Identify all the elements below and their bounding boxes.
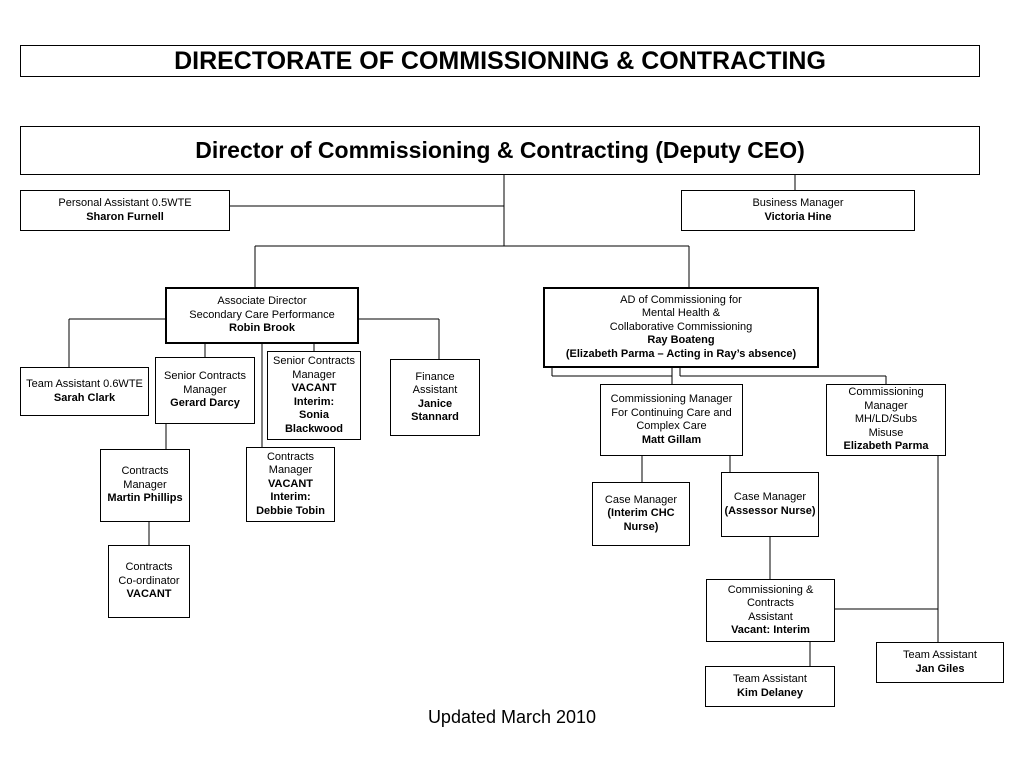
person-name: Martin Phillips <box>107 492 183 505</box>
role-line: Commissioning Manager <box>610 393 733 405</box>
vacancy-status: VACANT <box>126 588 172 601</box>
role-detail: Nurse) <box>623 520 659 533</box>
contracts-manager-vacant-box <box>246 447 335 522</box>
vacancy-status: VACANT <box>291 382 337 394</box>
role: Team Assistant 0.6WTE <box>26 378 143 390</box>
ad-secondary-care-box <box>165 287 359 344</box>
updated-date-footer: Updated March 2010 <box>427 707 597 727</box>
vacancy-status: VACANT <box>267 477 313 490</box>
case-manager-chc-box <box>592 482 690 546</box>
role-line: Case Manager <box>604 493 678 506</box>
role-line: Senior Contracts <box>164 370 246 383</box>
ad-mental-health-box <box>543 287 819 368</box>
team-assistant-sarah-box <box>20 367 149 416</box>
person-name: Victoria Hine <box>764 210 832 223</box>
person-name: Sonia <box>299 409 329 421</box>
interim-label: Interim: <box>293 395 335 408</box>
page-title: DIRECTORATE OF COMMISSIONING & CONTRACTING <box>20 45 980 77</box>
role-line: Co-ordinator <box>118 574 180 587</box>
role-line: Finance <box>415 370 455 383</box>
interim-label: Interim: <box>270 491 311 504</box>
role-line: AD of Commissioning for <box>620 293 742 306</box>
person-name: Debbie Tobin <box>256 504 325 517</box>
person-name: Jan Giles <box>915 662 965 675</box>
personal-assistant-box <box>20 190 230 231</box>
senior-contracts-manager-vacant-box <box>267 351 361 440</box>
role-line: Contracts <box>121 465 169 478</box>
role-line: Misuse <box>868 426 904 439</box>
role-line: Manager <box>123 478 167 491</box>
role-detail: (Interim CHC <box>607 507 675 520</box>
person-name: Matt Gillam <box>641 433 702 446</box>
person-name: Robin Brook <box>229 322 295 335</box>
role-line: Commissioning & <box>727 583 814 596</box>
role-line: Contracts <box>125 561 173 574</box>
commissioning-manager-mh-box <box>826 384 946 456</box>
role: Business Manager <box>752 197 844 209</box>
role-line: Associate Director <box>217 295 307 308</box>
role-line: Case Manager <box>733 491 807 503</box>
person-name: Blackwood <box>284 422 344 435</box>
contracts-coordinator-box <box>108 545 190 618</box>
business-manager-box <box>681 190 915 231</box>
role-line: For Continuing Care and <box>611 406 732 419</box>
role-line: MH/LD/Subs <box>854 413 918 426</box>
role-line: Commissioning <box>848 386 924 399</box>
person-name: Ray Boateng <box>647 334 715 347</box>
team-assistant-jan-box <box>876 642 1004 683</box>
role-line: Manager <box>864 399 908 412</box>
role-line: Manager <box>292 368 336 381</box>
contracts-manager-martin-box <box>100 449 190 522</box>
role: Team Assistant <box>733 673 807 685</box>
senior-contracts-manager-gerard-box <box>155 357 255 424</box>
finance-assistant-box <box>390 359 480 436</box>
person-name: Gerard Darcy <box>170 397 240 410</box>
role-line: Assistant <box>412 384 458 396</box>
person-name: Elizabeth Parma <box>843 440 929 453</box>
case-manager-assessor-box <box>721 472 819 537</box>
person-name: Janice <box>417 397 453 410</box>
role-detail: (Assessor Nurse) <box>724 504 816 517</box>
commissioning-contracts-assistant-box <box>706 579 835 642</box>
role-line: Contracts <box>746 597 795 609</box>
role: Team Assistant <box>903 649 977 661</box>
role-line: Secondary Care Performance <box>189 308 335 321</box>
person-name: Sharon Furnell <box>86 210 164 223</box>
role-line: Manager <box>183 383 227 396</box>
person-name: Sarah Clark <box>53 391 116 404</box>
commissioning-manager-continuing-care-box <box>600 384 743 456</box>
person-name: Kim Delaney <box>736 686 804 699</box>
role-line: Contracts <box>266 450 315 463</box>
team-assistant-kim-box <box>705 666 835 707</box>
role-line: Complex Care <box>636 420 707 432</box>
role-line: Senior Contracts <box>273 355 355 367</box>
acting-note: (Elizabeth Parma – Acting in Ray’s absence) <box>565 347 797 360</box>
role-line: Collaborative Commissioning <box>609 320 753 333</box>
director-box: Director of Commissioning & Contracting (Deputy CEO) <box>20 126 980 175</box>
vacancy-status: Vacant: Interim <box>731 624 810 636</box>
person-name: Stannard <box>411 411 459 423</box>
role-line: Manager <box>268 464 313 477</box>
role: Personal Assistant 0.5WTE <box>58 197 192 209</box>
role-line: Mental Health & <box>641 307 721 320</box>
role-line: Assistant <box>748 610 793 623</box>
